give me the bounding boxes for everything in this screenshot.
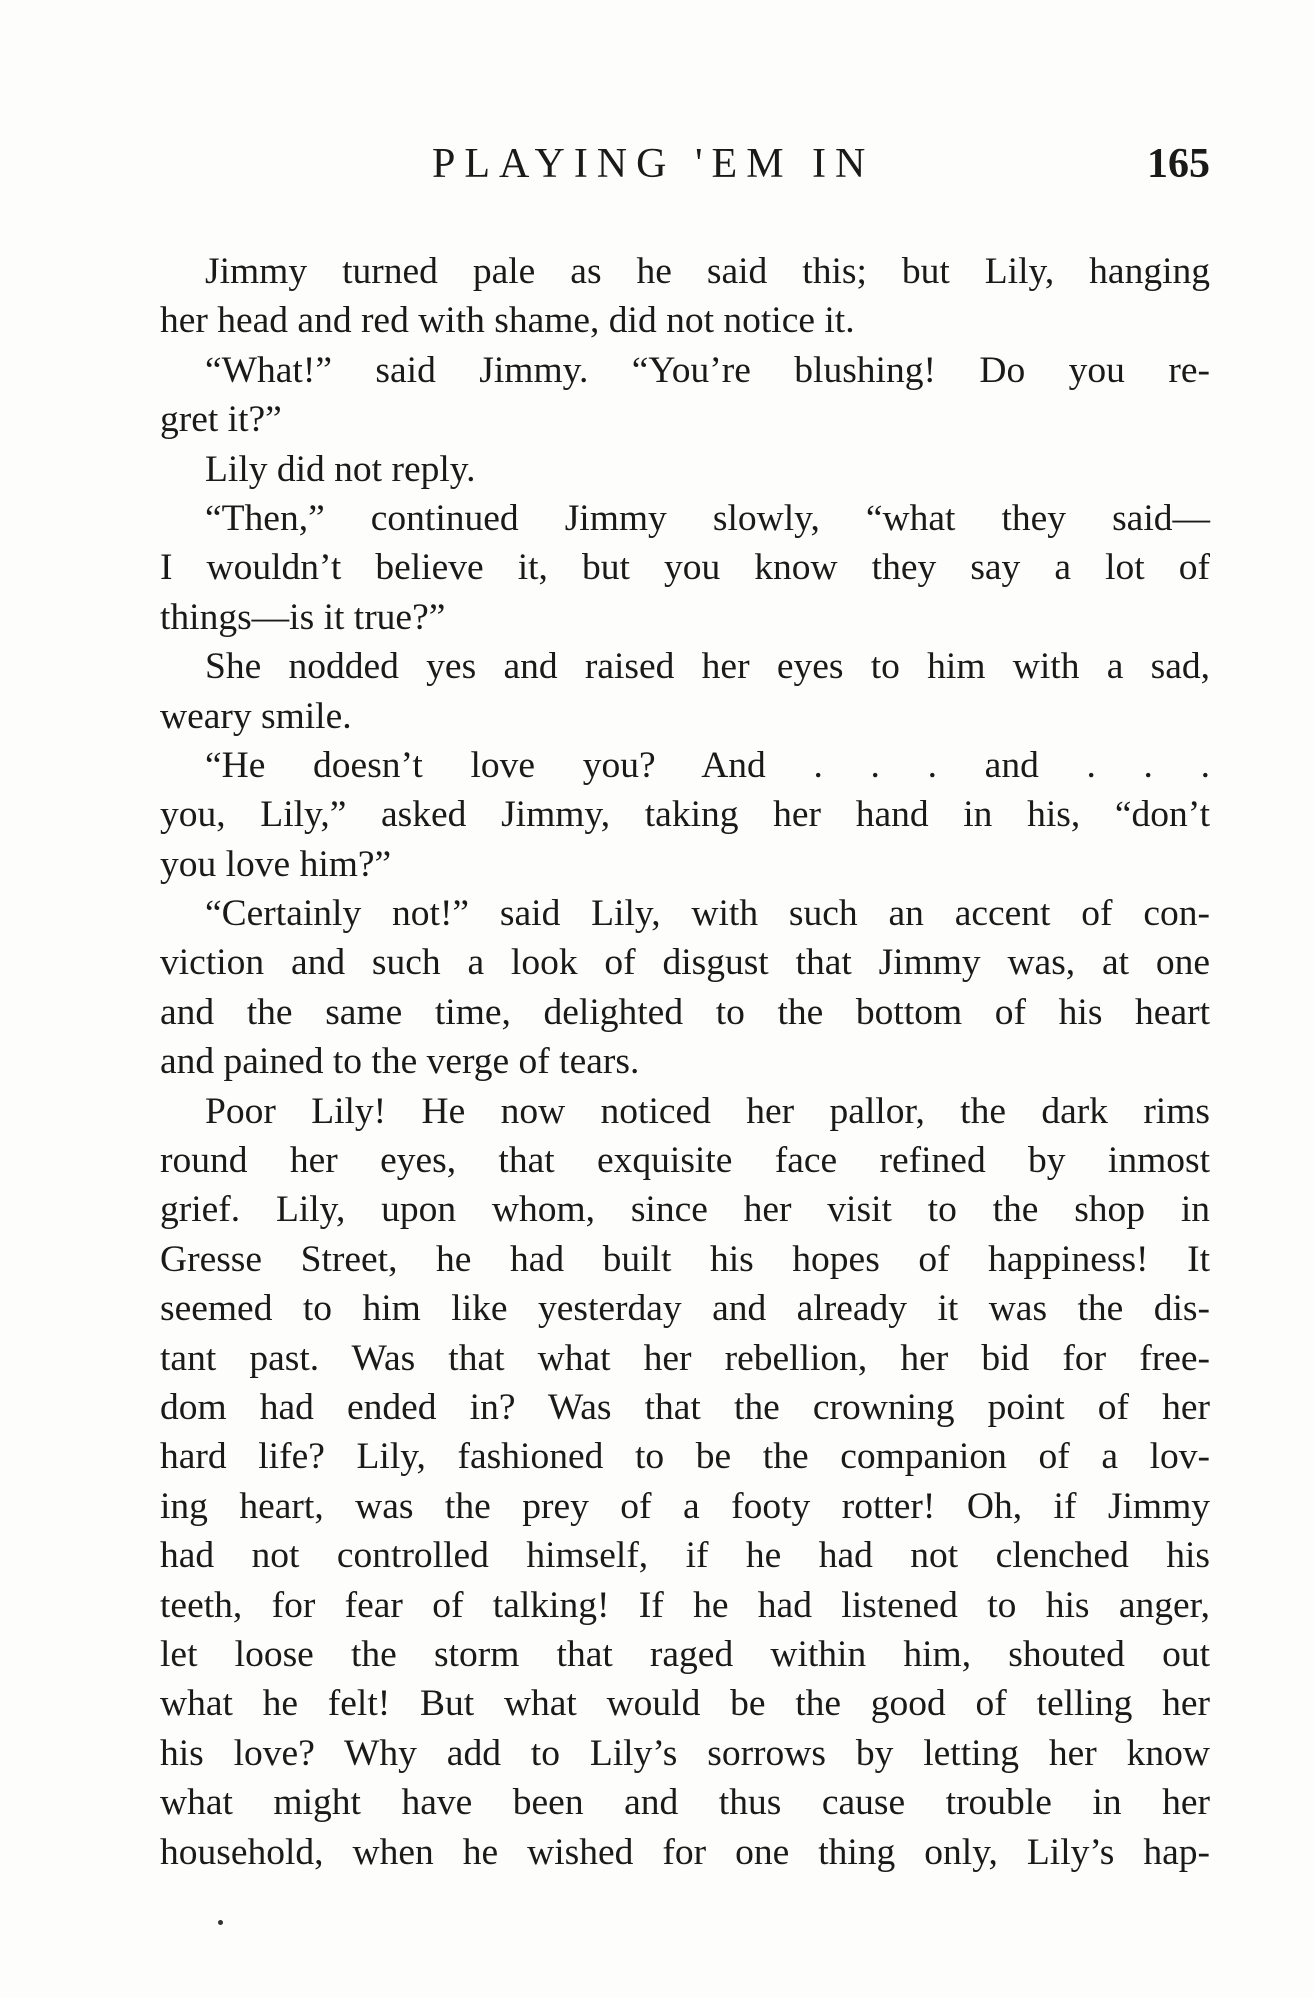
text-line: “Certainly not!” said Lily, with such an accent of con- bbox=[205, 893, 1210, 935]
text-line: let loose the storm that raged within him, shouted out bbox=[160, 1633, 1210, 1675]
text-line: what he felt! But what would be the good of telling her bbox=[160, 1683, 1210, 1725]
body-text bbox=[160, 247, 1210, 1877]
text-line: gret it?” bbox=[160, 399, 282, 441]
text-line: what might have been and thus cause trouble in her bbox=[160, 1782, 1210, 1824]
text-line: you love him?” bbox=[160, 843, 392, 885]
text-line: “What!” said Jimmy. “You’re blushing! Do you re- bbox=[205, 349, 1210, 391]
running-head bbox=[160, 140, 1210, 200]
text-line: She nodded yes and raised her eyes to him with a sad, bbox=[205, 646, 1210, 688]
text-line: viction and such a look of disgust that Jimmy was, at one bbox=[160, 942, 1210, 984]
text-line: his love? Why add to Lily’s sorrows by letting her know bbox=[160, 1732, 1210, 1774]
text-line: round her eyes, that exquisite face refined by inmost bbox=[160, 1140, 1210, 1182]
text-line: I wouldn’t believe it, but you know they say a lot of bbox=[160, 547, 1210, 589]
text-line: had not controlled himself, if he had not clenched his bbox=[160, 1535, 1210, 1577]
text-line: household, when he wished for one thing only, Lily’s hap- bbox=[160, 1831, 1210, 1873]
text-line: seemed to him like yesterday and already it was the dis- bbox=[160, 1288, 1210, 1330]
text-line: weary smile. bbox=[160, 695, 352, 737]
text-line: you, Lily,” asked Jimmy, taking her hand in his, “don’t bbox=[160, 794, 1210, 836]
text-line: Jimmy turned pale as he said this; but Lily, hanging bbox=[205, 251, 1210, 292]
text-line: tant past. Was that what her rebellion, her bid for free- bbox=[160, 1337, 1210, 1379]
text-line: teeth, for fear of talking! If he had listened to his anger, bbox=[160, 1584, 1210, 1626]
text-line: and pained to the verge of tears. bbox=[160, 1041, 640, 1083]
text-line: Gresse Street, he had built his hopes of happiness! It bbox=[160, 1238, 1210, 1280]
running-title: PLAYING 'EM IN bbox=[432, 141, 875, 187]
print-speck bbox=[218, 1920, 223, 1925]
text-line: “Then,” continued Jimmy slowly, “what they said— bbox=[205, 497, 1210, 539]
text-line: grief. Lily, upon whom, since her visit to the shop in bbox=[160, 1189, 1210, 1231]
text-line: Lily did not reply. bbox=[205, 448, 476, 490]
text-line: things—is it true?” bbox=[160, 596, 446, 638]
text-line: “He doesn’t love you? And . . . and . . . bbox=[205, 744, 1210, 786]
text-line: dom had ended in? Was that the crowning point of her bbox=[160, 1386, 1210, 1428]
page-number: 165 bbox=[1147, 141, 1210, 187]
text-line: Poor Lily! He now noticed her pallor, the dark rims bbox=[205, 1090, 1210, 1132]
text-line: and the same time, delighted to the bottom of his heart bbox=[160, 991, 1210, 1033]
text-line: ing heart, was the prey of a footy rotter! Oh, if Jimmy bbox=[160, 1485, 1210, 1527]
text-line: her head and red with shame, did not notice it. bbox=[160, 300, 855, 342]
text-line: hard life? Lily, fashioned to be the companion of a lov- bbox=[160, 1436, 1210, 1478]
